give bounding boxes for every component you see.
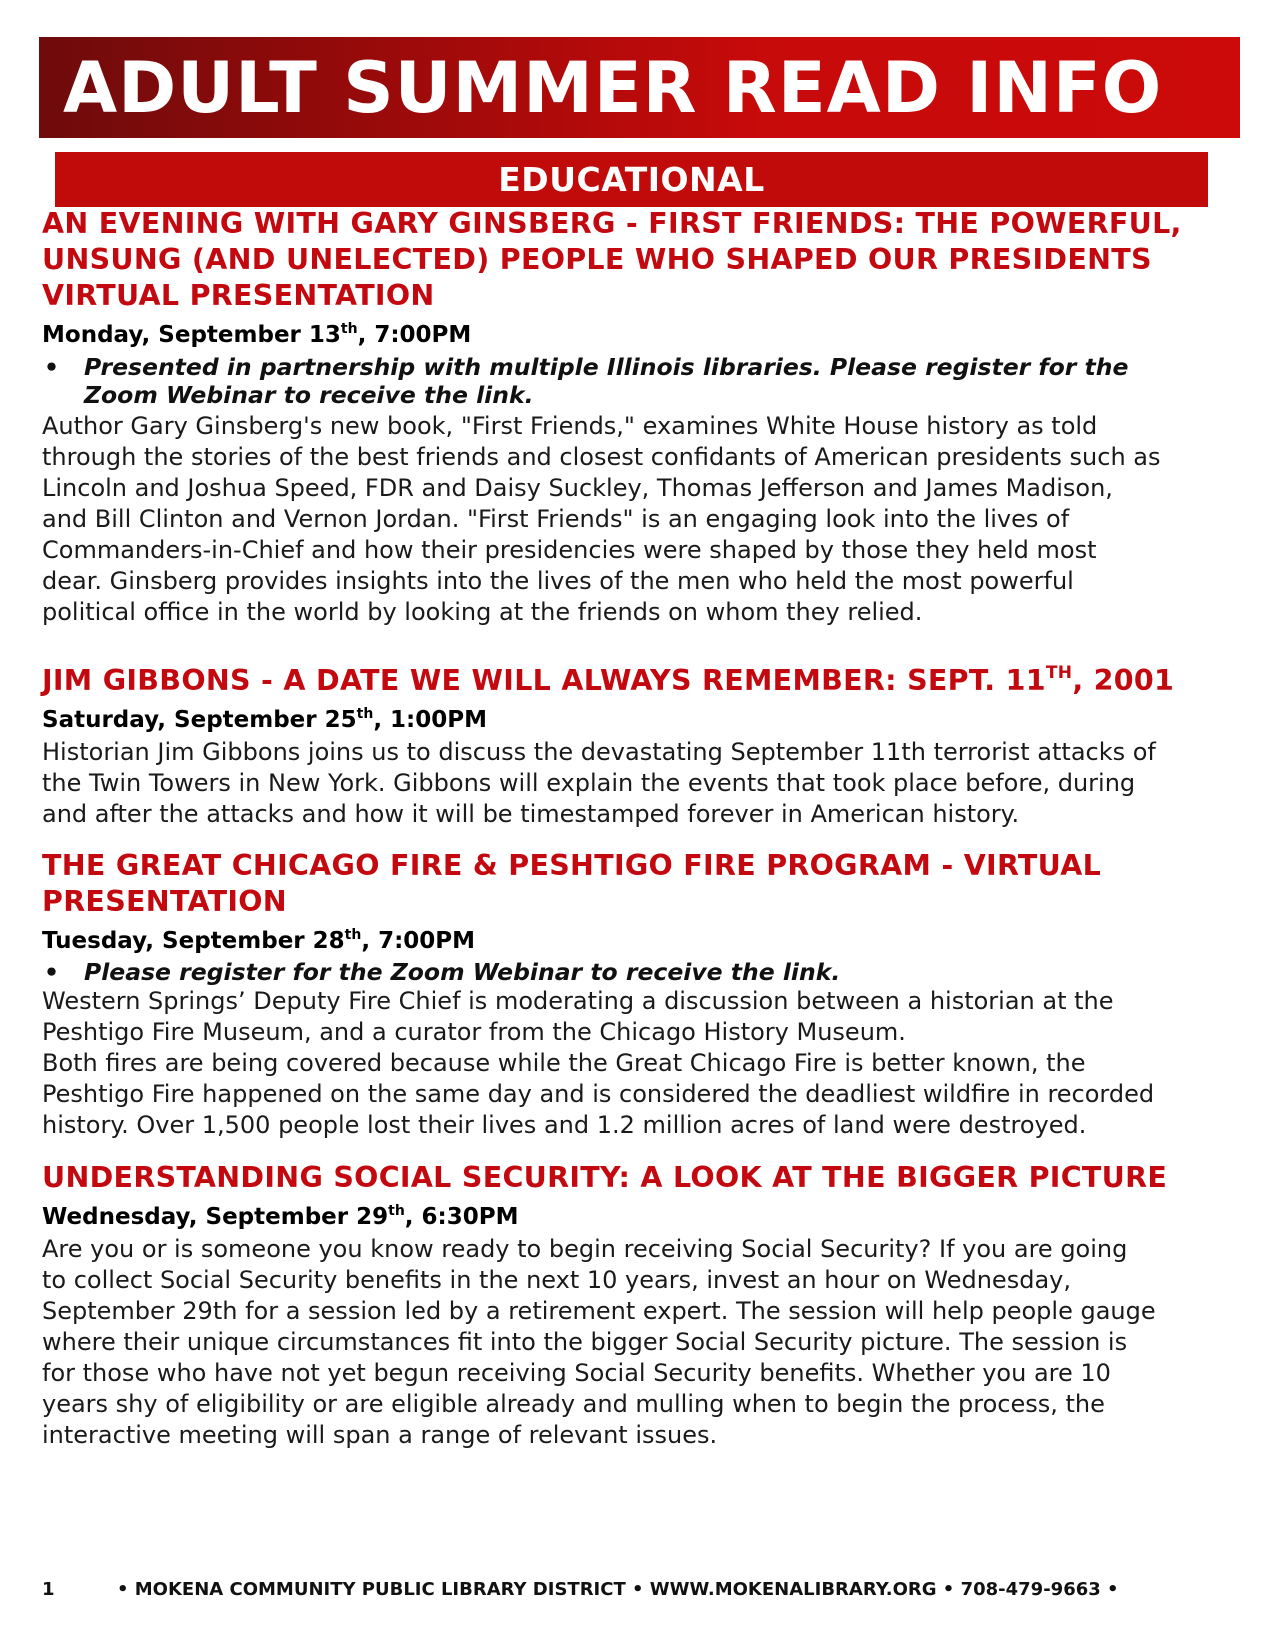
event-title: [42, 663, 1237, 699]
event-date-time: , 7:00PM: [361, 928, 476, 954]
event-title: [42, 1160, 1237, 1196]
page-title: ADULT SUMMER READ INFO: [63, 47, 1163, 129]
description-line: Both fires are being covered because while the Great Chicago Fire is better known, the: [42, 1049, 1086, 1077]
event-description: [42, 1234, 1237, 1451]
event-date-day: Saturday, September 25: [42, 707, 357, 733]
event-date-time: , 7:00PM: [357, 322, 472, 348]
description-line: for those who have not yet begun receiving Social Security benefits. Whether you are 10: [42, 1359, 1111, 1387]
event-chicago-fire: [42, 848, 1237, 1141]
footer-contact: • MOKENA COMMUNITY PUBLIC LIBRARY DISTRICT • WWW.MOKENALIBRARY.ORG • 708-479-9663 •: [117, 1579, 1119, 1600]
description-line: to collect Social Security benefits in the next 10 years, invest an hour on Wednesday,: [42, 1266, 1071, 1294]
bullet-icon: •: [44, 353, 60, 381]
section-header: [55, 152, 1208, 207]
event-note-line: Please register for the Zoom Webinar to receive the link.: [84, 958, 841, 986]
bullet-icon: •: [44, 958, 60, 986]
event-description: [42, 737, 1237, 830]
event-date-day: Monday, September 13: [42, 322, 341, 348]
description-line: Author Gary Ginsberg's new book, "First Friends," examines White House history as told: [42, 412, 1098, 440]
description-line: and after the attacks and how it will be timestamped forever in American history.: [42, 800, 1020, 828]
event-title-line: UNDERSTANDING SOCIAL SECURITY: A LOOK AT THE BIGGER PICTURE: [42, 1161, 1168, 1194]
description-line: through the stories of the best friends and closest confidants of American presidents such as: [42, 443, 1161, 471]
description-line: political office in the world by looking at the friends on whom they relied.: [42, 598, 923, 626]
description-line: interactive meeting will span a range of relevant issues.: [42, 1421, 718, 1449]
description-line: Peshtigo Fire Museum, and a curator from the Chicago History Museum.: [42, 1018, 906, 1046]
event-jim-gibbons: [42, 663, 1237, 830]
description-line: where their unique circumstances fit into the bigger Social Security picture. The session is: [42, 1328, 1128, 1356]
page-footer: [42, 1575, 1237, 1605]
section-title: EDUCATIONAL: [498, 160, 765, 199]
event-note: [42, 353, 1237, 409]
event-description: [42, 411, 1237, 628]
header-banner: [39, 37, 1240, 138]
event-title-line: THE GREAT CHICAGO FIRE & PESHTIGO FIRE PROGRAM - VIRTUAL: [42, 849, 1102, 882]
event-date: [42, 320, 1237, 350]
event-title-line: UNSUNG (AND UNELECTED) PEOPLE WHO SHAPED OUR PRESIDENTS: [42, 243, 1152, 276]
event-description: [42, 986, 1237, 1141]
event-date: [42, 705, 1237, 735]
event-title-line: AN EVENING WITH GARY GINSBERG - FIRST FRIENDS: THE POWERFUL,: [42, 207, 1182, 240]
event-gary-ginsberg: [42, 206, 1237, 628]
event-date-suffix: th: [344, 927, 362, 943]
description-line: September 29th for a session led by a retirement expert. The session will help people gauge: [42, 1297, 1156, 1325]
event-date-time: , 6:30PM: [404, 1204, 519, 1230]
description-line: years shy of eligibility or are eligible already and mulling when to begin the process, the: [42, 1390, 1105, 1418]
description-line: Are you or is someone you know ready to begin receiving Social Security? If you are going: [42, 1235, 1128, 1263]
event-date: [42, 926, 1237, 956]
description-line: Lincoln and Joshua Speed, FDR and Daisy Suckley, Thomas Jefferson and James Madison,: [42, 474, 1113, 502]
event-title-end: , 2001: [1072, 664, 1175, 697]
event-date-suffix: th: [388, 1203, 405, 1219]
event-note: [42, 958, 1237, 986]
description-line: the Twin Towers in New York. Gibbons will explain the events that took place before, during: [42, 769, 1136, 797]
event-date-suffix: th: [340, 321, 358, 337]
description-line: Western Springs’ Deputy Fire Chief is moderating a discussion between a historian at the: [42, 987, 1114, 1015]
event-date-day: Tuesday, September 28: [42, 928, 345, 954]
event-title-suffix: TH: [1045, 663, 1073, 683]
event-date: [42, 1202, 1237, 1232]
event-note-line: Zoom Webinar to receive the link.: [84, 381, 534, 409]
description-line: history. Over 1,500 people lost their lives and 1.2 million acres of land were destroyed.: [42, 1111, 1087, 1139]
event-title-line: PRESENTATION: [42, 885, 287, 918]
description-line: Historian Jim Gibbons joins us to discuss the devastating September 11th terrorist attacks of: [42, 738, 1156, 766]
event-note-line: Presented in partnership with multiple Illinois libraries. Please register for the: [84, 353, 1129, 381]
event-date-suffix: th: [356, 706, 374, 722]
event-title: [42, 206, 1237, 314]
description-line: Peshtigo Fire happened on the same day and is considered the deadliest wildfire in recorded: [42, 1080, 1155, 1108]
description-line: and Bill Clinton and Vernon Jordan. "First Friends" is an engaging look into the lives of: [42, 505, 1070, 533]
description-line: dear. Ginsberg provides insights into the lives of the men who held the most powerful: [42, 567, 1074, 595]
event-date-day: Wednesday, September 29: [42, 1204, 389, 1230]
description-line: Commanders-in-Chief and how their presidencies were shaped by those they held most: [42, 536, 1097, 564]
event-social-security: [42, 1160, 1237, 1451]
event-title: [42, 848, 1237, 920]
event-date-time: , 1:00PM: [373, 707, 488, 733]
page-number: 1: [42, 1579, 55, 1600]
event-title-line: VIRTUAL PRESENTATION: [42, 279, 435, 312]
event-title-main: JIM GIBBONS - A DATE WE WILL ALWAYS REMEMBER: SEPT. 11: [42, 664, 1046, 697]
